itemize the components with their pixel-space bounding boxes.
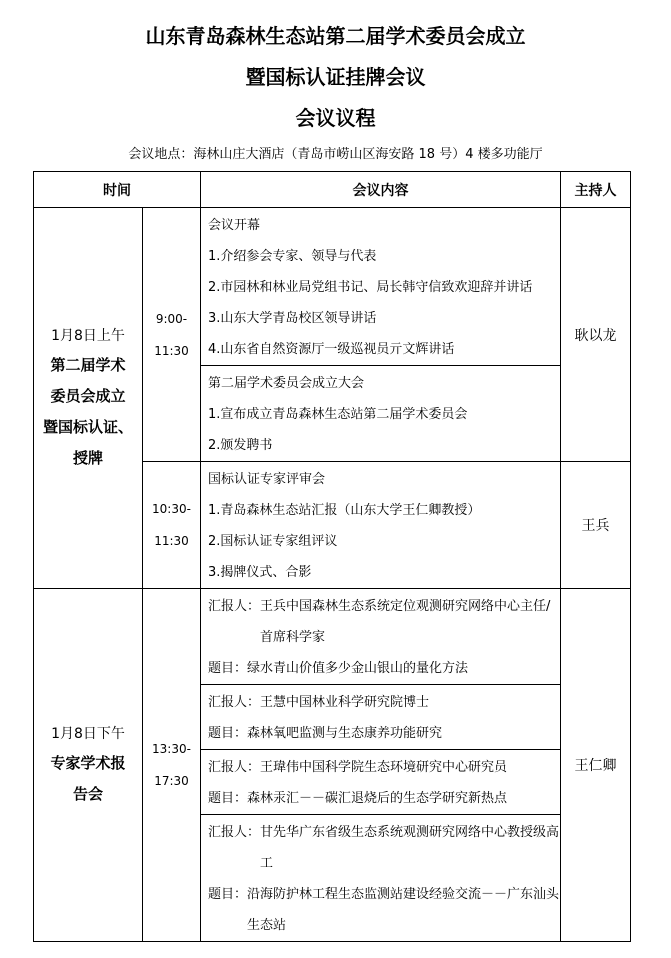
block-heading: 会议开幕 [208,218,261,233]
list-item: 4.山东省自然资源厅一级巡视员亓文辉讲话 [208,342,455,357]
topic-label: 题目： [208,661,248,676]
afternoon-day-cell [34,589,143,942]
header-content: 会议内容 [201,172,561,208]
table-row [34,589,631,685]
doc-title-line-1: 山东青岛森林生态站第二届学术委员会成立 [145,24,526,48]
reporter-line [208,591,560,653]
morning-date: 1月8日上午 [51,328,125,344]
topic-label: 题目： [208,887,248,902]
morning-session2-host: 王兵 [561,462,631,589]
list-item: 2.颁发聘书 [208,438,273,453]
report-block [201,750,561,815]
list-item: 1.宣布成立青岛森林生态站第二届学术委员会 [208,407,468,422]
reporter-label: 汇报人： [208,599,261,614]
afternoon-time [143,589,201,942]
time-end: 11:30 [154,534,189,548]
morning-title-line: 第二届学术 [50,356,126,374]
afternoon-date: 1月8日下午 [51,726,125,742]
table-row [34,208,631,366]
doc-title-line-2: 暨国标认证挂牌会议 [245,65,426,89]
block-heading: 国标认证专家评审会 [208,472,326,487]
morning-day-cell [34,208,143,589]
afternoon-title-line: 专家学术报 [50,754,126,772]
afternoon-host: 王仁卿 [561,589,631,942]
report-block [201,589,561,685]
topic-line [208,653,560,684]
reporter-label: 汇报人： [208,825,261,840]
time-end: 17:30 [154,774,189,788]
topic-line [208,879,560,941]
topic-value: 绿水青山价值多少金山银山的量化方法 [247,661,469,676]
report-block [201,685,561,750]
morning-session1-host: 耿以龙 [561,208,631,462]
opening-block [201,208,561,366]
topic-label: 题目： [208,726,248,741]
topic-label: 题目： [208,791,248,806]
morning-session1-time [143,208,201,462]
reporter-value: 王瑋伟中国科学院生态环境研究中心研究员 [260,760,508,775]
time-start: 13:30- [152,742,191,756]
list-item: 3.揭牌仪式、合影 [208,565,312,580]
reporter-line [208,817,560,879]
reporter-label: 汇报人： [208,695,261,710]
certification-block [201,462,561,589]
time-start: 9:00- [155,311,188,326]
venue-line: 会议地点：海林山庄大酒店（青岛市崂山区海安路 18 号）4 楼多功能厅 [128,147,543,162]
morning-title-line: 授牌 [72,449,103,467]
reporter-line [208,752,560,783]
topic-value: 沿海防护林工程生态监测站建设经验交流－－广东汕头生态站 [247,887,560,933]
topic-line [208,718,560,749]
reporter-value: 甘先华广东省级生态系统观测研究网络中心教授级高工 [260,825,560,871]
reporter-value: 王慧中国林业科学研究院博士 [260,695,430,710]
header-host: 主持人 [561,172,631,208]
block-heading: 第二届学术委员会成立大会 [208,376,365,391]
reporter-label: 汇报人： [208,760,261,775]
topic-value: 森林氧吧监测与生态康养功能研究 [247,726,443,741]
list-item: 1.介绍参会专家、领导与代表 [208,249,377,264]
time-end: 11:30 [154,343,189,358]
topic-line [208,783,560,814]
header-row [34,172,631,208]
header-time: 时间 [34,172,201,208]
afternoon-title-line: 告会 [72,785,103,803]
topic-value: 森林汞汇－－碳汇退烧后的生态学研究新热点 [247,791,508,806]
morning-session2-time [143,462,201,589]
list-item: 2.国标认证专家组评议 [208,534,338,549]
morning-title-line: 暨国标认证、 [42,418,133,436]
doc-title-line-3: 会议议程 [295,106,376,130]
morning-title-line: 委员会成立 [50,387,126,405]
time-start: 10:30- [152,502,191,516]
reporter-line [208,687,560,718]
list-item: 3.山东大学青岛校区领导讲话 [208,311,377,326]
reporter-value: 王兵中国森林生态系统定位观测研究网络中心主任/首席科学家 [260,599,551,645]
agenda-table [33,171,631,942]
list-item: 1.青岛森林生态站汇报（山东大学王仁卿教授） [208,503,481,518]
list-item: 2.市园林和林业局党组书记、局长韩守信致欢迎辞并讲话 [208,280,533,295]
committee-block [201,366,561,462]
report-block [201,815,561,942]
